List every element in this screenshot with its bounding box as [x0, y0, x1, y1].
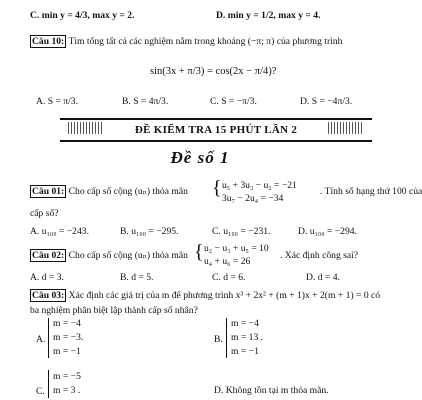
- q2-system-line-1: u₂ − u₃ + u₅ = 10: [204, 243, 269, 254]
- q2-option-d: D. d = 4.: [306, 272, 340, 283]
- question-text: Tìm tổng tất cả các nghiệm nằm trong khoảng (−π; π) của phương trình: [68, 36, 343, 47]
- q1-option-c: C. u₁₀₀ = −231.: [212, 226, 271, 237]
- question-label: Câu 03:: [32, 290, 65, 301]
- section-banner: ĐỀ KIỂM TRA 15 PHÚT LẦN 2: [60, 118, 372, 142]
- q1-option-d: D. u₁₀₀ = −294.: [298, 226, 357, 237]
- question-label: Câu 10:: [32, 36, 65, 47]
- question-03: [30, 290, 380, 301]
- q2-option-c: C. d = 6.: [212, 272, 246, 283]
- q1-text-tail: . Tính số hạng thứ 100 của: [320, 186, 422, 197]
- bracket-bar: [48, 370, 49, 398]
- bracket-bar: [48, 318, 49, 358]
- q3-option-a-line-2: m = −3.: [53, 332, 84, 343]
- question-label: Câu 01:: [32, 186, 65, 197]
- q3-text-line-2: ba nghiệm phân biệt lập thành cấp số nhân?: [30, 305, 198, 316]
- question-10: [30, 36, 342, 47]
- prev-option-c: C. min y = 4/3, max y = 2.: [30, 10, 135, 21]
- q3-option-a-line-3: m = −1: [53, 346, 81, 357]
- q1-option-a: A. u₁₀₀ = −243.: [30, 226, 89, 237]
- question-01: [30, 186, 188, 197]
- q2-option-b: B. d = 5.: [120, 272, 154, 283]
- q1-text-line-2: cấp số?: [30, 208, 59, 219]
- system-brace: {: [194, 241, 204, 263]
- q10-option-c: C. S = −π/3.: [210, 96, 257, 107]
- q3-option-c-label: C.: [36, 386, 45, 397]
- q3-option-b-line-1: m = −4: [231, 318, 259, 329]
- q3-option-c-line-1: m = −5: [53, 371, 81, 382]
- question-text: Cho cấp số cộng (uₙ) thỏa mãn: [68, 186, 188, 197]
- q10-option-b: B. S = 4π/3.: [122, 96, 169, 107]
- question-text: Cho cấp số cộng (uₙ) thỏa mãn: [68, 250, 188, 261]
- q3-option-c-line-2: m = 3 .: [53, 385, 81, 396]
- q2-option-a: A. d = 3.: [30, 272, 64, 283]
- q1-option-b: B. u₁₀₀ = −295.: [120, 226, 179, 237]
- q3-option-d: D. Không tồn tại m thỏa mãn.: [214, 385, 329, 396]
- bracket-bar: [226, 318, 227, 358]
- prev-option-d: D. min y = 1/2, max y = 4.: [216, 10, 321, 21]
- q10-equation: sin(3x + π/3) = cos(2x − π/4)?: [150, 66, 277, 77]
- question-text: Xác định các giá trị của m để phương trình x³ + 2x² + (m + 1)x + 2(m + 1) = 0 có: [68, 290, 381, 301]
- q3-option-a-line-1: m = −4: [53, 318, 81, 329]
- q10-option-d: D. S = −4π/3.: [300, 96, 353, 107]
- q2-text-tail: . Xác định công sai?: [280, 250, 359, 261]
- q3-option-b-label: B.: [214, 334, 223, 345]
- q3-option-b-line-2: m = 13 .: [231, 332, 264, 343]
- q1-system-line-1: u₅ + 3u₃ − u₂ = −21: [222, 180, 297, 191]
- q2-system-line-2: u₄ + u₆ = 26: [204, 256, 251, 267]
- q3-option-b-line-3: m = −1: [231, 346, 259, 357]
- q1-system-line-2: 3u₇ − 2u₄ = −34: [222, 193, 284, 204]
- q10-option-a: A. S = π/3.: [36, 96, 78, 107]
- exam-code-title: Đề số 1: [170, 148, 230, 167]
- q3-option-a-label: A.: [36, 334, 46, 345]
- question-02: [30, 250, 188, 261]
- system-brace: {: [212, 177, 222, 199]
- question-label: Câu 02:: [32, 250, 65, 261]
